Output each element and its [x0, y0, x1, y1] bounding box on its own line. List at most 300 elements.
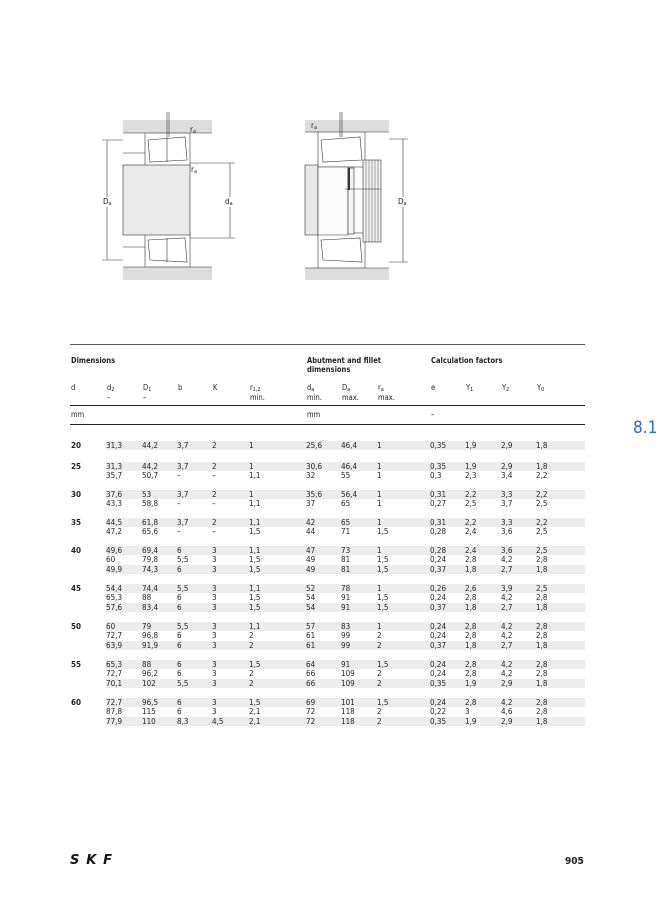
table-row: [106, 584, 585, 593]
abutment-header: [307, 356, 381, 374]
column-header: [307, 384, 322, 402]
table-cell: 81: [341, 564, 351, 574]
table-cell: 1,5: [377, 593, 389, 603]
table-cell: 46,4: [341, 441, 358, 450]
table-cell: 2,7: [501, 564, 513, 574]
table-cell: 4,2: [501, 669, 513, 679]
unit-dimensions: mm: [71, 410, 85, 419]
table-cell: 1,5: [249, 660, 261, 669]
table-cell: 8,3: [177, 716, 189, 726]
table-cell: 2: [377, 678, 382, 688]
table-cell: 1,5: [377, 602, 389, 612]
bore-diameter: 25: [71, 462, 82, 471]
table-cell: 0,22: [430, 707, 447, 717]
table-cell: –: [177, 499, 181, 509]
table-cell: 1,8: [536, 564, 548, 574]
table-cell: 6: [177, 602, 182, 612]
table-cell: 1,5: [377, 564, 389, 574]
table-cell: 2,8: [465, 555, 477, 565]
table-cell: 0,24: [430, 631, 447, 641]
table-cell: 37,6: [106, 490, 123, 499]
table-cell: 1,8: [465, 640, 477, 650]
unit-abutment: mm: [307, 410, 321, 419]
ra-symbol: r: [191, 165, 194, 174]
chapter-marker: 8.1: [633, 418, 658, 438]
table-cell: 2,2: [536, 490, 548, 499]
table-cell: 66: [306, 678, 316, 688]
bearing-group: [70, 622, 585, 650]
unit-calc: –: [431, 410, 435, 419]
table-cell: 4,2: [501, 660, 513, 669]
table-cell: 6: [177, 707, 182, 717]
table-cell: 2,2: [465, 490, 477, 499]
table-cell: 2,8: [536, 707, 548, 717]
table-cell: 102: [142, 678, 156, 688]
table-cell: 4,2: [501, 698, 513, 707]
column-symbol: K: [213, 383, 218, 392]
table-cell: 3: [212, 593, 217, 603]
table-cell: 6: [177, 669, 182, 679]
table-cell: 57: [306, 622, 316, 631]
table-cell: 3: [212, 546, 217, 555]
table-cell: 0,28: [430, 546, 447, 555]
table-cell: 2: [249, 640, 254, 650]
table-cell: 2,8: [465, 660, 477, 669]
Da-symbol: D: [103, 197, 109, 206]
table-cell: 79: [142, 622, 152, 631]
table-row: [106, 603, 585, 612]
column-header: [431, 384, 435, 394]
table-cell: 118: [341, 707, 355, 717]
table-cell: 6: [177, 698, 182, 707]
table-cell: 1,5: [249, 564, 261, 574]
table-cell: 1,1: [249, 584, 261, 593]
table-cell: 2,9: [501, 462, 513, 471]
table-cell: 25,6: [306, 441, 323, 450]
table-cell: 1,5: [377, 660, 389, 669]
table-cell: 1,1: [249, 499, 261, 509]
table-cell: 3: [212, 640, 217, 650]
unit-rule: [70, 424, 585, 425]
abutment-header-line1: Abutment and fillet: [307, 356, 382, 365]
column-symbol: d: [307, 383, 312, 392]
table-cell: 91,9: [142, 640, 159, 650]
table-cell: 1,8: [536, 640, 548, 650]
table-cell: 99: [341, 631, 351, 641]
table-cell: 83: [341, 622, 351, 631]
ra-subscript: a: [313, 125, 318, 131]
table-cell: 1,5: [249, 593, 261, 603]
header-rule: [70, 405, 585, 406]
table-cell: 2,8: [465, 622, 477, 631]
column-header: [107, 384, 114, 402]
table-cell: 49,6: [106, 546, 123, 555]
table-cell: 2,8: [465, 631, 477, 641]
table-cell: 88: [142, 660, 152, 669]
table-cell: 0,31: [430, 518, 447, 527]
table-cell: 2: [377, 707, 382, 717]
table-cell: 6: [177, 564, 182, 574]
table-cell: 1,5: [249, 555, 261, 565]
table-cell: 0,28: [430, 527, 447, 537]
bore-diameter: 60: [71, 698, 82, 707]
column-header: [178, 384, 182, 394]
table-cell: 3: [212, 622, 217, 631]
bore-diameter: 30: [71, 490, 82, 499]
table-row: [106, 555, 585, 564]
table-cell: 3: [212, 564, 217, 574]
table-cell: 2,2: [465, 518, 477, 527]
table-cell: 65: [341, 518, 351, 527]
top-rule: [70, 344, 585, 345]
table-cell: 1,9: [465, 716, 477, 726]
table-cell: 109: [341, 678, 355, 688]
column-header: [71, 384, 75, 394]
column-subscript: a: [311, 387, 315, 393]
table-cell: 1,5: [377, 698, 389, 707]
table-cell: 3: [212, 669, 217, 679]
table-cell: 6: [177, 640, 182, 650]
column-header: [213, 384, 217, 394]
table-cell: 1,1: [249, 471, 261, 481]
ra-symbol: r: [190, 125, 193, 134]
table-cell: 0,35: [430, 462, 447, 471]
ra-subscript: a: [193, 169, 198, 175]
table-row: [106, 546, 585, 555]
table-cell: 4,6: [501, 707, 513, 717]
bore-diameter: 55: [71, 660, 82, 669]
bore-diameter: 35: [71, 518, 82, 527]
table-cell: 5,5: [177, 584, 189, 593]
table-cell: 0,24: [430, 622, 447, 631]
table-cell: 0,31: [430, 490, 447, 499]
table-cell: 0,24: [430, 669, 447, 679]
ra-label: [311, 121, 317, 131]
table-cell: 69: [306, 698, 316, 707]
table-cell: 0,24: [430, 660, 447, 669]
Da-label: [103, 197, 112, 207]
table-cell: 72: [306, 716, 316, 726]
table-cell: 4,5: [212, 716, 224, 726]
table-cell: 1,5: [249, 698, 261, 707]
table-cell: 0,24: [430, 698, 447, 707]
table-cell: 6: [177, 631, 182, 641]
table-cell: 2,8: [536, 660, 548, 669]
table-row: [106, 499, 585, 508]
table-cell: 6: [177, 660, 182, 669]
table-row: [106, 565, 585, 574]
table-cell: 65,3: [106, 660, 123, 669]
table-cell: 2,5: [465, 499, 477, 509]
table-cell: 2,9: [501, 441, 513, 450]
table-cell: 1: [377, 584, 382, 593]
bearing-mounting-drawings: [0, 100, 672, 290]
table-cell: 2: [212, 490, 217, 499]
table-cell: 31,3: [106, 462, 123, 471]
table-cell: 2,9: [501, 716, 513, 726]
bearing-group: [70, 441, 585, 450]
table-cell: 54: [306, 602, 316, 612]
table-cell: 3,6: [501, 546, 513, 555]
table-cell: 3,3: [501, 490, 513, 499]
page-number: 905: [565, 856, 584, 867]
table-cell: 2,2: [536, 518, 548, 527]
table-cell: 72,7: [106, 631, 123, 641]
table-row: [106, 698, 585, 707]
table-cell: 49: [306, 564, 316, 574]
table-cell: 4,2: [501, 631, 513, 641]
table-cell: 0,35: [430, 678, 447, 688]
table-cell: 66: [306, 669, 316, 679]
table-cell: 2,8: [536, 669, 548, 679]
column-symbol: Y: [466, 383, 471, 392]
table-row: [106, 707, 585, 716]
table-cell: 2: [212, 462, 217, 471]
table-cell: 1: [377, 471, 382, 481]
table-cell: 1,8: [536, 462, 548, 471]
table-cell: 3: [212, 707, 217, 717]
ra-symbol: r: [311, 121, 314, 130]
table-cell: 49: [306, 555, 316, 565]
table-cell: 2,8: [536, 555, 548, 565]
bore-diameter: 50: [71, 622, 82, 631]
table-cell: 3: [212, 584, 217, 593]
table-cell: 78: [341, 584, 351, 593]
table-cell: 96,8: [142, 631, 159, 641]
table-cell: 96,2: [142, 669, 159, 679]
table-cell: 2: [249, 631, 254, 641]
table-row: [106, 660, 585, 669]
table-cell: 2,4: [465, 527, 477, 537]
table-cell: 73: [341, 546, 351, 555]
column-symbol: r: [250, 383, 253, 392]
table-cell: 0,3: [430, 471, 442, 481]
table-cell: 3,6: [501, 527, 513, 537]
column-header: [378, 384, 395, 402]
table-row: [106, 631, 585, 640]
column-symbol: r: [378, 383, 381, 392]
table-cell: 2,5: [536, 584, 548, 593]
table-cell: 0,24: [430, 555, 447, 565]
table-cell: 46,4: [341, 462, 358, 471]
table-cell: 0,37: [430, 564, 447, 574]
table-cell: 1,5: [249, 602, 261, 612]
column-note: min.: [307, 393, 322, 402]
Da-subscript: a: [108, 201, 112, 207]
bearing-group: [70, 546, 585, 574]
column-header: [466, 384, 473, 394]
column-symbol: e: [431, 383, 436, 392]
table-cell: 1: [249, 441, 254, 450]
table-row: [106, 490, 585, 499]
table-cell: 1,5: [377, 555, 389, 565]
table-cell: 70,1: [106, 678, 123, 688]
table-cell: 3,3: [501, 518, 513, 527]
table-row: [106, 471, 585, 480]
column-symbol: Y: [502, 383, 507, 392]
table-cell: 65,6: [142, 527, 159, 537]
table-cell: 44,2: [142, 462, 159, 471]
table-cell: 47,2: [106, 527, 123, 537]
table-cell: 42: [306, 518, 316, 527]
table-row: [106, 527, 585, 536]
table-cell: 31,3: [106, 441, 123, 450]
table-cell: 30,6: [306, 462, 323, 471]
column-subscript: a: [380, 387, 384, 393]
table-cell: 1,8: [536, 678, 548, 688]
table-cell: 0,35: [430, 441, 447, 450]
column-symbol: b: [178, 383, 183, 392]
table-cell: 2,1: [249, 716, 261, 726]
table-cell: 32: [306, 471, 316, 481]
table-cell: 56,4: [341, 490, 358, 499]
table-cell: 1: [377, 622, 382, 631]
table-cell: 58,8: [142, 499, 159, 509]
table-cell: 91: [341, 602, 351, 612]
table-cell: 1,9: [465, 462, 477, 471]
abutment-header-line2: dimensions: [307, 365, 351, 374]
table-cell: 3: [212, 678, 217, 688]
column-header: [537, 384, 544, 394]
table-cell: 1: [377, 441, 382, 450]
right-drawing: [305, 112, 408, 280]
table-cell: 2,8: [536, 631, 548, 641]
column-symbol: d: [107, 383, 112, 392]
table-cell: 2,8: [536, 593, 548, 603]
table-cell: 1,1: [249, 622, 261, 631]
table-cell: –: [177, 471, 181, 481]
table-cell: 2,5: [536, 499, 548, 509]
table-cell: 35,6: [306, 490, 323, 499]
table-cell: 54,4: [106, 584, 123, 593]
table-cell: 118: [341, 716, 355, 726]
table-cell: 4,2: [501, 622, 513, 631]
column-note: –: [143, 393, 147, 402]
column-note: –: [107, 393, 111, 402]
table-cell: 0,35: [430, 716, 447, 726]
table-cell: 2,7: [501, 602, 513, 612]
table-cell: 3: [212, 660, 217, 669]
table-cell: 2,4: [465, 546, 477, 555]
skf-logo: [70, 853, 114, 865]
table-cell: 1: [377, 490, 382, 499]
table-cell: 35,7: [106, 471, 123, 481]
bore-diameter: 45: [71, 584, 82, 593]
table-cell: –: [212, 499, 216, 509]
table-cell: 1: [249, 462, 254, 471]
bearing-group: [70, 462, 585, 481]
table-cell: 1,8: [465, 564, 477, 574]
table-cell: 2,2: [536, 471, 548, 481]
table-cell: 1,9: [465, 678, 477, 688]
table-cell: 1: [377, 462, 382, 471]
table-cell: 0,27: [430, 499, 447, 509]
table-cell: 3: [212, 631, 217, 641]
table-cell: 2,8: [536, 622, 548, 631]
table-cell: 47: [306, 546, 316, 555]
table-cell: 109: [341, 669, 355, 679]
table-cell: 4,2: [501, 593, 513, 603]
Da-subscript: a: [403, 201, 407, 207]
table-cell: 3: [212, 555, 217, 565]
table-cell: 1,9: [465, 441, 477, 450]
table-cell: 2,8: [465, 698, 477, 707]
table-cell: 0,26: [430, 584, 447, 593]
table-cell: 3,7: [177, 490, 189, 499]
table-row: [106, 441, 585, 450]
table-row: [106, 679, 585, 688]
table-cell: 2,6: [465, 584, 477, 593]
table-cell: –: [212, 527, 216, 537]
svg-text:SKF: SKF: [70, 853, 112, 865]
bore-diameter: 20: [71, 441, 82, 450]
table-cell: 1,1: [249, 518, 261, 527]
table-cell: 43,3: [106, 499, 123, 509]
table-cell: 3,9: [501, 584, 513, 593]
Da-label: [398, 197, 407, 207]
table-cell: 3,7: [177, 441, 189, 450]
table-cell: 44,5: [106, 518, 123, 527]
table-cell: 54: [306, 593, 316, 603]
table-cell: 1: [249, 490, 254, 499]
da-symbol: d: [225, 197, 230, 206]
table-cell: 2,1: [249, 707, 261, 717]
table-cell: 3: [465, 707, 470, 717]
table-cell: 44,2: [142, 441, 159, 450]
table-row: [106, 717, 585, 726]
table-cell: 2: [249, 669, 254, 679]
table-cell: 4,2: [501, 555, 513, 565]
bearing-group: [70, 584, 585, 612]
table-row: [106, 622, 585, 631]
table-cell: 1,8: [536, 602, 548, 612]
table-cell: 81: [341, 555, 351, 565]
table-cell: 72,7: [106, 698, 123, 707]
dimensions-header: Dimensions: [71, 356, 116, 365]
table-row: [106, 641, 585, 650]
table-cell: 57,6: [106, 602, 123, 612]
table-cell: 1,8: [465, 602, 477, 612]
table-cell: 1,5: [377, 527, 389, 537]
column-symbol: D: [342, 383, 348, 392]
column-subscript: 2: [111, 387, 115, 393]
table-cell: 2,5: [536, 546, 548, 555]
table-cell: 77,9: [106, 716, 123, 726]
table-cell: 61: [306, 640, 316, 650]
table-cell: 3,7: [177, 462, 189, 471]
column-subscript: 1: [148, 387, 152, 393]
table-cell: 3: [212, 602, 217, 612]
table-cell: 60: [106, 622, 116, 631]
table-cell: 74,3: [142, 564, 159, 574]
table-cell: 1,8: [536, 441, 548, 450]
table-cell: 5,5: [177, 678, 189, 688]
bore-diameter: 40: [71, 546, 82, 555]
table-cell: 49,9: [106, 564, 123, 574]
column-header: [502, 384, 509, 394]
table-cell: 1: [377, 499, 382, 509]
table-cell: 2,3: [465, 471, 477, 481]
column-subscript: 1: [470, 387, 474, 393]
table-cell: 88: [142, 593, 152, 603]
table-cell: 0,24: [430, 593, 447, 603]
ra-label: [190, 125, 196, 135]
table-cell: 0,37: [430, 602, 447, 612]
table-cell: 2,8: [465, 669, 477, 679]
table-cell: 2: [377, 669, 382, 679]
table-cell: 2: [377, 716, 382, 726]
table-cell: 1,5: [249, 527, 261, 537]
